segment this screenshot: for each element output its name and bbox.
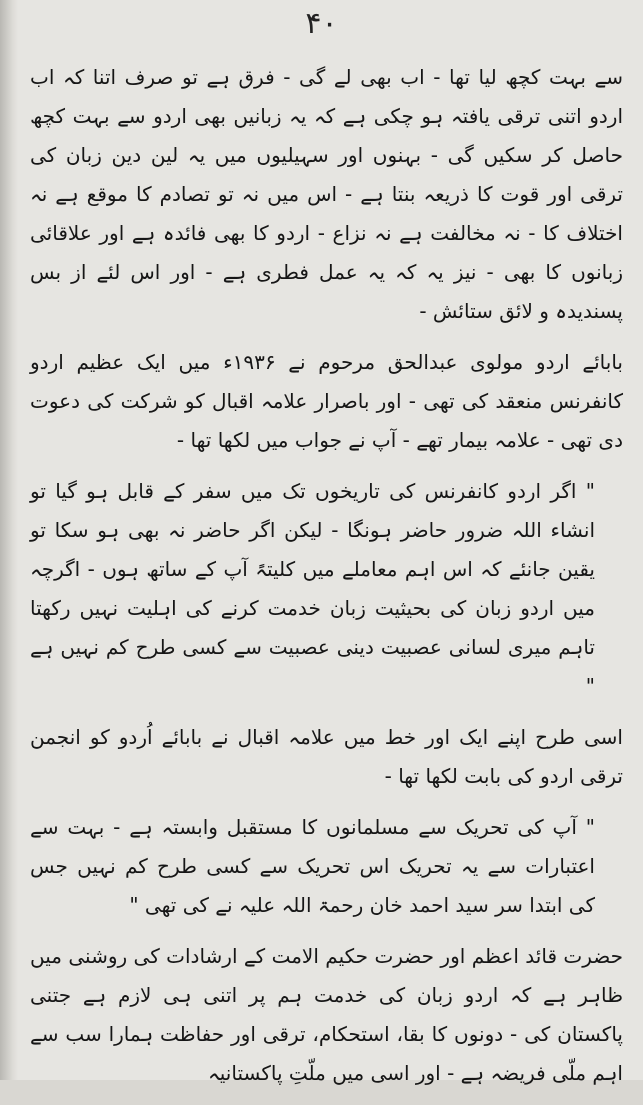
page-number: ۴۰	[305, 6, 338, 41]
quote-iqbal-2: " آپ کی تحریک سے مسلمانوں کا مستقبل وابستہ ہے - بہت سے اعتبارات سے یہ تحریک اس تحریک سے کسی طرح کم نہیں جس کی ابتدا سر سید احمد خان رحمۃ اللہ علیہ نے کی تھی "	[30, 815, 595, 917]
paragraph-1: سے بہت کچھ لیا تھا - اب بھی لے گی - فرق ہے تو صرف اتنا کہ اب اردو اتنی ترقی یافتہ ہو چکی ہے کہ یہ زبانیں بھی اردو سے بہت کچھ حاصل کر سکیں گی - بہنوں اور سہیلیوں میں یہ لین دین زبان کی ترقی اور قوت کا ذریعہ بنتا ہے - اس میں نہ تو تصادم کا موقع ہے نہ اختلاف کا - نہ مخالفت ہے نہ نزاع - اردو کا بھی فائدہ ہے اور علاقائی زبانوں کا بھی - نیز یہ کہ یہ عمل فطری ہے - اور اس لئے از بس پسندیدہ و لائق ستائش -	[30, 65, 623, 323]
paragraph-4: حضرت قائد اعظم اور حضرت حکیم الامت کے ارشادات کی روشنی میں ظاہر ہے کہ اردو زبان کی خدمت ہم پر اتنی ہی لازم ہے جتنی پاکستان کی - دونوں کا بقا، استحکام، ترقی اور حفاظت ہمارا سب سے اہم ملّی فریضہ ہے - اور اسی میں ملّتِ پاکستانیہ	[30, 944, 623, 1085]
quote-iqbal-1: " اگر اردو کانفرنس کی تاریخوں تک میں سفر کے قابل ہو گیا تو انشاء اللہ ضرور حاضر ہونگا - لیکن اگر حاضر نہ بھی ہو سکا تو یقین جانئے کہ اس اہم معاملے میں کلیتہً آپ کے ساتھ ہوں - اگرچہ میں اردو زبان کی بحیثیت زبان خدمت کرنے کی اہلیت نہیں رکھتا تاہم میری لسانی عصبیت دینی عصبیت سے کسی طرح کم نہیں ہے "	[30, 479, 595, 698]
page-spine-shadow	[0, 0, 18, 1080]
page-text	[30, 58, 623, 1105]
paragraph-3: اسی طرح اپنے ایک اور خط میں علامہ اقبال نے بابائے اُردو کو انجمن ترقی اردو کی بابت لکھا تھا -	[30, 725, 623, 788]
paragraph-2: بابائے اردو مولوی عبدالحق مرحوم نے ۱۹۳۶ء میں ایک عظیم اردو کانفرنس منعقد کی تھی - اور باصرار علامہ اقبال کو شرکت کی دعوت دی تھی - علامہ بیمار تھے - آپ نے جواب میں لکھا تھا -	[30, 350, 624, 452]
